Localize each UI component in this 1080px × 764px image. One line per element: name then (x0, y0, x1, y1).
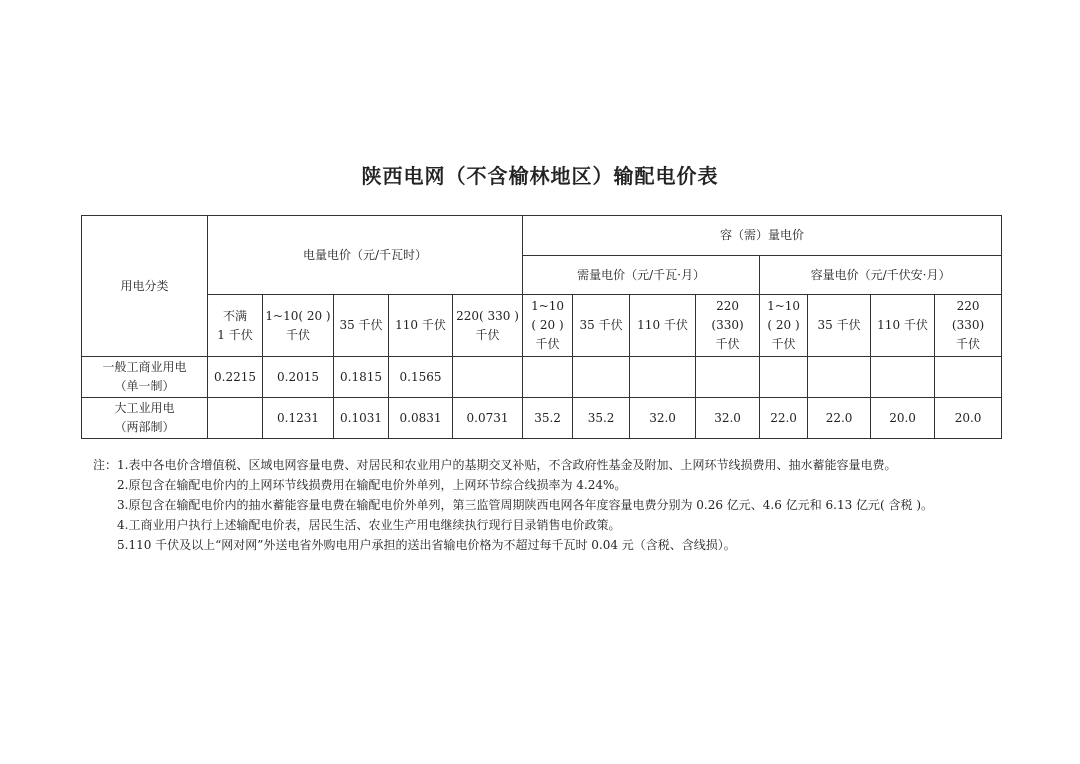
voltage-header-cell: 1~10( 20 ) 千伏 (263, 295, 334, 357)
row-category: 大工业用电 （两部制） (82, 398, 208, 439)
row-category: 一般工商业用电 （单一制） (82, 357, 208, 398)
price-cell (523, 357, 573, 398)
capacity-group-header: 容（需）量电价 (523, 216, 1002, 256)
note-item: 5.110 千伏及以上“网对网”外送电省外购电用户承担的送出省输电价格为不超过每千瓦时 0.04 元（含税、含线损）。 (117, 538, 736, 552)
tariff-table (81, 215, 1002, 439)
price-cell: 20.0 (871, 398, 935, 439)
price-cell (760, 357, 808, 398)
price-cell: 32.0 (630, 398, 696, 439)
voltage-header-cell: 220( 330 ) 千伏 (453, 295, 523, 357)
voltage-header-cell: 35 千伏 (808, 295, 871, 357)
price-cell (453, 357, 523, 398)
voltage-header-cell: 220 (330) 千伏 (696, 295, 760, 357)
price-cell: 0.1815 (334, 357, 389, 398)
price-cell: 0.2015 (263, 357, 334, 398)
price-cell (696, 357, 760, 398)
table-row (82, 357, 1002, 398)
price-cell: 22.0 (760, 398, 808, 439)
price-cell: 0.0831 (389, 398, 453, 439)
note-item: 4.工商业用户执行上述输配电价表，居民生活、农业生产用电继续执行现行目录销售电价政策。 (117, 518, 621, 532)
voltage-header-cell: 110 千伏 (630, 295, 696, 357)
capacity-price-header: 容量电价（元/千伏安·月） (760, 256, 1002, 295)
price-cell: 0.1031 (334, 398, 389, 439)
price-cell: 0.2215 (208, 357, 263, 398)
price-cell (573, 357, 630, 398)
price-cell: 20.0 (935, 398, 1002, 439)
voltage-header-cell: 1~10 ( 20 ) 千伏 (760, 295, 808, 357)
note-item: 注：1.表中各电价含增值税、区域电网容量电费、对居民和农业用户的基期交叉补贴，不含政府性基金及附加、上网环节线损费用、抽水蓄能容量电费。 (93, 455, 1003, 475)
category-header: 用电分类 (82, 216, 208, 357)
notes-section (93, 455, 1003, 555)
price-cell: 35.2 (523, 398, 573, 439)
table-row (82, 398, 1002, 439)
price-cell: 0.0731 (453, 398, 523, 439)
notes-prefix: 注： (93, 458, 118, 472)
price-cell (808, 357, 871, 398)
voltage-header-cell: 35 千伏 (573, 295, 630, 357)
price-cell (935, 357, 1002, 398)
price-cell: 0.1565 (389, 357, 453, 398)
voltage-header-cell: 110 千伏 (389, 295, 453, 357)
voltage-header-cell: 1~10 ( 20 ) 千伏 (523, 295, 573, 357)
price-cell: 22.0 (808, 398, 871, 439)
voltage-header-cell: 35 千伏 (334, 295, 389, 357)
note-item: 3.原包含在输配电价内的抽水蓄能容量电费在输配电价外单列，第三监管周期陕西电网各年度容量电费分别为 0.26 亿元、4.6 亿元和 6.13 亿元( 含税 )。 (117, 498, 934, 512)
price-cell (630, 357, 696, 398)
price-cell: 32.0 (696, 398, 760, 439)
voltage-header-cell: 不满 1 千伏 (208, 295, 263, 357)
price-cell: 35.2 (573, 398, 630, 439)
demand-price-header: 需量电价（元/千瓦·月） (523, 256, 760, 295)
price-cell (871, 357, 935, 398)
note-item: 2.原包含在输配电价内的上网环节线损费用在输配电价外单列，上网环节综合线损率为 4.24%。 (117, 478, 627, 492)
price-cell: 0.1231 (263, 398, 334, 439)
voltage-header-cell: 220 (330) 千伏 (935, 295, 1002, 357)
energy-price-header: 电量电价（元/千瓦时） (208, 216, 523, 295)
price-cell (208, 398, 263, 439)
page-title: 陕西电网（不含榆林地区）输配电价表 (361, 164, 719, 188)
voltage-header-cell: 110 千伏 (871, 295, 935, 357)
